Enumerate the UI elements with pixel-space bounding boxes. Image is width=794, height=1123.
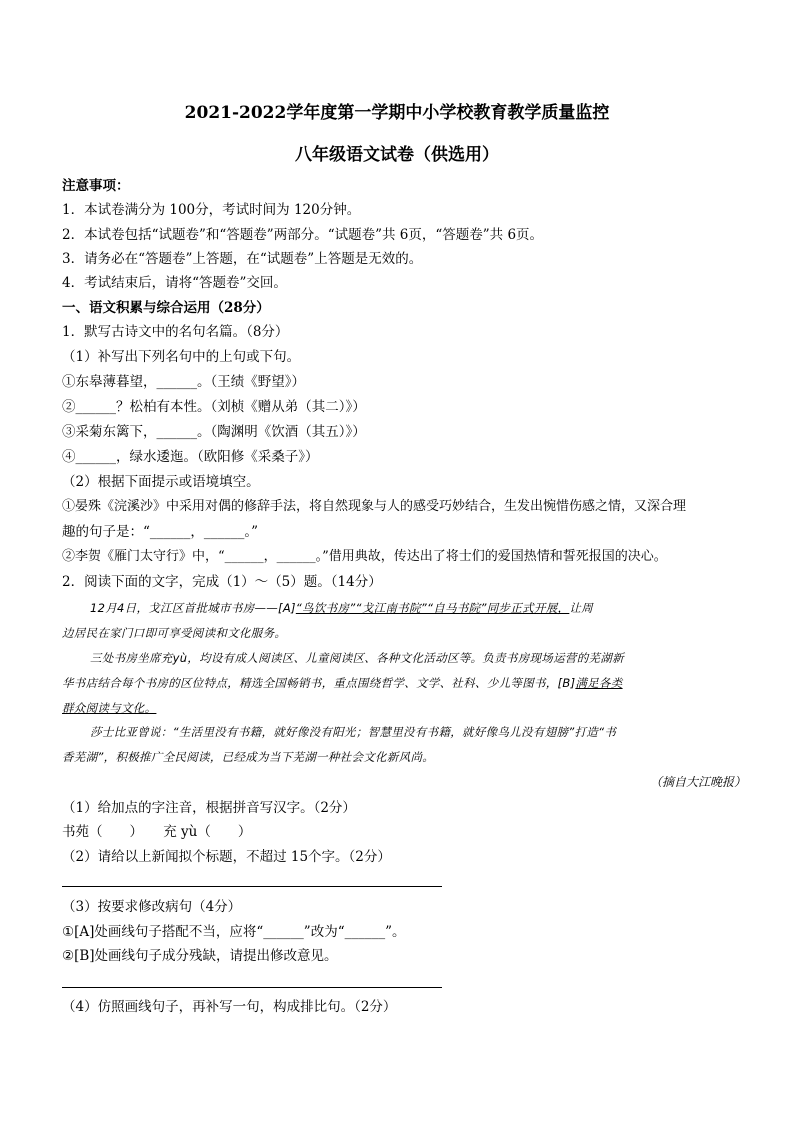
answer-fill: 书苑（ ） 充 yù（ ） <box>62 824 252 840</box>
answer-line <box>62 987 442 988</box>
question-stem: 1．默写古诗文中的名句名篇。（8分） <box>62 324 289 340</box>
source-note: （摘自大江晚报） <box>649 775 746 789</box>
answer-line <box>62 886 442 887</box>
poem-line: ①东皋薄暮望，______。（王绩《野望》） <box>62 374 305 390</box>
sub-question: （3）按要求修改病句（4分） <box>62 899 242 915</box>
note-item: 4．考试结束后，请将“答题卷”交回。 <box>62 275 287 291</box>
underlined-sentence-b: 满足各类 <box>575 676 623 690</box>
note-item: 2．本试卷包括“试题卷”和“答题卷”两部分。“试题卷”共 6页，“答题卷”共 6页。 <box>62 227 544 243</box>
poem-line: ③采菊东篱下，______。（陶渊明《饮酒（其五）》） <box>62 424 366 440</box>
sub-question: （2）请给以上新闻拟个标题，不超过 15个字。（2分） <box>62 849 391 865</box>
fill-line: 趣的句子是：“______，______。” <box>62 524 259 540</box>
question-part: （2）根据下面提示或语境填空。 <box>62 474 260 490</box>
poem-line: ④______，绿水逶迤。（欧阳修《采桑子》） <box>62 449 319 465</box>
fill-line: ②李贺《雁门太守行》中，“______，______。”借用典故，传达出了将士们的爱国热情和誓死报国的决心。 <box>62 549 667 564</box>
underlined-sentence-b-cont: 群众阅读与文化。 <box>62 701 157 715</box>
note-item: 1．本试卷满分为 100分，考试时间为 120分钟。 <box>62 202 361 218</box>
notes-heading: 注意事项： <box>62 178 130 194</box>
poem-line: ②______？松柏有本性。（刘桢《赠从弟（其二）》） <box>62 399 366 415</box>
fill-line: ①晏殊《浣溪沙》中采用对偶的修辞手法，将自然现象与人的感受巧妙结合，生发出惋惜伤感之情，又深合理 <box>62 499 687 514</box>
passage-line: 三处书房坐席充yù，均设有成人阅读区、儿童阅读区、各种文化活动区等。负责书房现场运营的芜湖新 <box>90 651 624 665</box>
passage-line: 边居民在家门口即可享受阅读和文化服务。 <box>62 626 287 640</box>
sub-question-item: ②[B]处画线句子成分残缺，请提出修改意见。 <box>62 948 338 964</box>
exam-subtitle: 八年级语文试卷（供选用） <box>295 145 499 165</box>
note-item: 3．请务必在“答题卷”上答题，在“试题卷”上答题是无效的。 <box>62 251 423 267</box>
question-stem: 2．阅读下面的文字，完成（1）～（5）题。（14分） <box>62 574 382 590</box>
sub-question: （1）给加点的字注音，根据拼音写汉字。（2分） <box>62 800 356 816</box>
passage-text: 华书店结合每个书房的区位特点，精选全国畅销书，重点围绕哲学、文学、社科、少儿等图书，[B] <box>62 676 576 690</box>
passage-line: 莎士比亚曾说：“生活里没有书籍，就好像没有阳光；智慧里没有书籍，就好像鸟儿没有翅膀”打造“书 <box>90 725 617 739</box>
passage-line <box>62 673 744 693</box>
exam-title: 2021-2022学年度第一学期中小学校教育教学质量监控 <box>184 103 610 123</box>
passage-text: 让周 <box>569 601 593 615</box>
passage-line: 香芜湖”，积极推广全民阅读，已经成为当下芜湖一种社会文化新风尚。 <box>62 750 435 764</box>
sub-question: （4）仿照画线句子，再补写一句，构成排比句。（2分） <box>62 999 397 1015</box>
passage-text: 12月4日，戈江区首批城市书房——[A] <box>90 601 296 615</box>
sub-question-item: ①[A]处画线句子搭配不当，应将“______”改为“______”。 <box>62 924 406 940</box>
passage-line <box>90 598 744 618</box>
question-part: （1）补写出下列名句中的上句或下句。 <box>62 349 301 365</box>
section-heading: 一、语文积累与综合运用（28分） <box>62 300 270 316</box>
underlined-sentence-a: “鸟饮书房”“戈江南书院”“自马书院”同步正式开展， <box>295 601 570 615</box>
